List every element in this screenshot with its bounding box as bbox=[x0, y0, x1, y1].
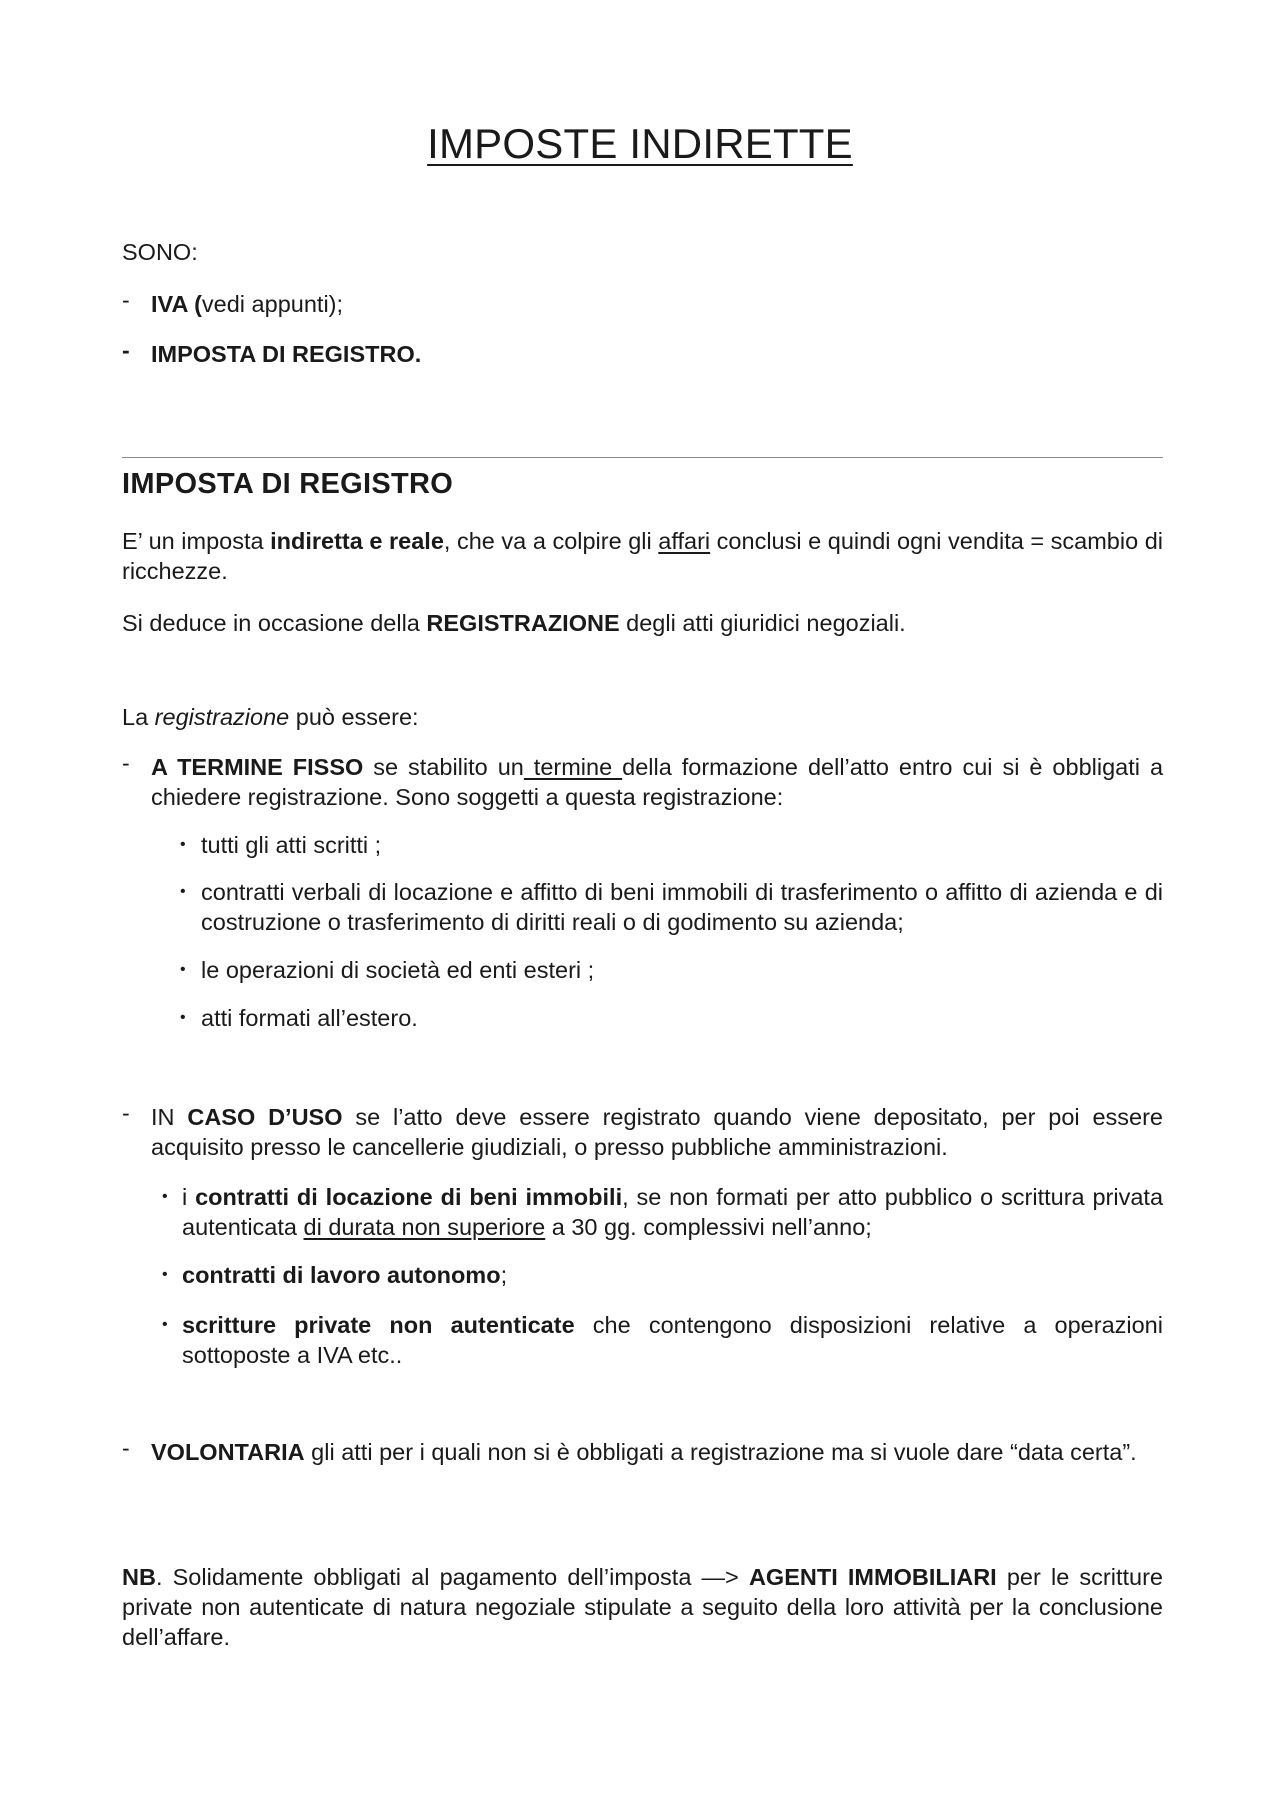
nb-text-a: . Solidamente obbligati al pagamento dell’imposta —> bbox=[155, 1564, 749, 1590]
paragraph-registrazione bbox=[122, 608, 1163, 638]
list-item-volontaria bbox=[122, 1437, 1163, 1467]
bullet-marker: • bbox=[162, 1316, 168, 1333]
bullet-text: tutti gli atti scritti ; bbox=[201, 832, 382, 858]
p1-text-a: E’ un imposta bbox=[122, 528, 271, 554]
dash-marker: - bbox=[122, 1435, 130, 1461]
list-item bbox=[162, 1182, 1163, 1242]
p2-bold: REGISTRAZIONE bbox=[426, 610, 620, 636]
iva-rest: vedi appunti); bbox=[201, 291, 344, 317]
b3-text: che contengono disposizioni relative a operazioni sottoposte a IVA etc.. bbox=[182, 1312, 1163, 1368]
nb-label: NB bbox=[122, 1564, 156, 1590]
paragraph-tipi bbox=[122, 702, 1163, 732]
section-heading: IMPOSTA DI REGISTRO bbox=[122, 468, 454, 500]
caso-uso-text: se l’atto deve essere registrato quando viene depositato, per poi essere acquisito presso le cancellerie giudiziali, o presso pubbliche amministrazioni. bbox=[151, 1104, 1163, 1160]
p2-text-a: Si deduce in occasione della bbox=[122, 610, 427, 636]
p3-text-a: La bbox=[122, 704, 155, 730]
bullet-marker: • bbox=[180, 883, 186, 900]
p1-bold: indiretta e reale bbox=[270, 528, 444, 554]
caso-uso-label: CASO D’USO bbox=[187, 1104, 343, 1130]
p1-text-e: conclusi e quindi ogni vendita = scambio di ricchezze. bbox=[122, 528, 1163, 584]
nb-text-c: per le scritture private non autenticate di natura negoziale stipulate a seguito della loro attività per la conclusione dell’affare. bbox=[122, 1564, 1163, 1650]
list-item bbox=[180, 955, 1163, 985]
p3-italic: registrazione bbox=[154, 704, 290, 730]
iva-label: IVA ( bbox=[151, 291, 202, 317]
termine-fisso-text-a: se stabilito un bbox=[363, 754, 524, 780]
b1-underlined: di durata non superiore bbox=[303, 1214, 546, 1240]
bullet-marker: • bbox=[180, 836, 186, 853]
p1-text-c: , che va a colpire gli bbox=[443, 528, 659, 554]
bullet-text: le operazioni di società ed enti esteri ; bbox=[201, 957, 595, 983]
list-item bbox=[162, 1260, 1163, 1290]
page-title: IMPOSTE INDIRETTE bbox=[427, 120, 853, 167]
termine-fisso-text-c: della formazione dell’atto entro cui si è obbligati a chiedere registrazione. Sono soggetti a questa registrazione: bbox=[151, 754, 1164, 810]
bullet-text: atti formati all’estero. bbox=[201, 1005, 418, 1031]
b2-text: ; bbox=[500, 1262, 508, 1288]
intro-sono: SONO: bbox=[122, 239, 198, 265]
volontaria-label: VOLONTARIA bbox=[151, 1439, 305, 1465]
list-item bbox=[180, 877, 1163, 937]
b2-bold: contratti di lavoro autonomo bbox=[182, 1262, 501, 1288]
bullet-marker: • bbox=[162, 1266, 168, 1283]
registro-label: IMPOSTA DI REGISTRO. bbox=[151, 341, 422, 367]
b1-text-e: a 30 gg. complessivi nell’anno; bbox=[545, 1214, 872, 1240]
dash-marker: - bbox=[122, 337, 130, 363]
volontaria-text: gli atti per i quali non si è obbligati a registrazione ma si vuole dare “data certa”. bbox=[304, 1439, 1137, 1465]
bullet-marker: • bbox=[162, 1188, 168, 1205]
bullet-marker: • bbox=[180, 1009, 186, 1026]
p1-underlined: affari bbox=[658, 528, 711, 554]
list-item bbox=[180, 1003, 1163, 1033]
note-paragraph bbox=[122, 1562, 1163, 1652]
list-item-termine-fisso bbox=[122, 752, 1163, 812]
intro-item-iva bbox=[122, 289, 1163, 319]
termine-fisso-label: A TERMINE FISSO bbox=[151, 754, 364, 780]
dash-marker: - bbox=[122, 287, 130, 313]
paragraph-definition bbox=[122, 526, 1163, 586]
caso-uso-pre: IN bbox=[151, 1104, 188, 1130]
section-divider bbox=[122, 457, 1163, 458]
p2-text-c: degli atti giuridici negoziali. bbox=[619, 610, 906, 636]
list-item bbox=[162, 1310, 1163, 1370]
b1-text-a: i bbox=[182, 1184, 196, 1210]
b1-text-c: , se non formati per atto pubblico o scrittura privata autenticata bbox=[182, 1184, 1164, 1240]
p3-text-c: può essere: bbox=[289, 704, 419, 730]
termine-fisso-underlined: termine bbox=[523, 754, 623, 780]
b1-bold: contratti di locazione di beni immobili bbox=[195, 1184, 623, 1210]
nb-bold: AGENTI IMMOBILIARI bbox=[748, 1564, 997, 1590]
dash-marker: - bbox=[122, 1100, 130, 1126]
intro-item-registro bbox=[122, 339, 1163, 369]
list-item bbox=[180, 830, 1163, 860]
bullet-marker: • bbox=[180, 961, 186, 978]
dash-marker: - bbox=[122, 750, 130, 776]
list-item-caso-uso bbox=[122, 1102, 1163, 1162]
bullet-text: contratti verbali di locazione e affitto di beni immobili di trasferimento o affitto di azienda e di costruzione o trasferimento di diritti reali o di godimento su azienda; bbox=[201, 879, 1163, 935]
b3-bold: scritture private non autenticate bbox=[182, 1312, 575, 1338]
